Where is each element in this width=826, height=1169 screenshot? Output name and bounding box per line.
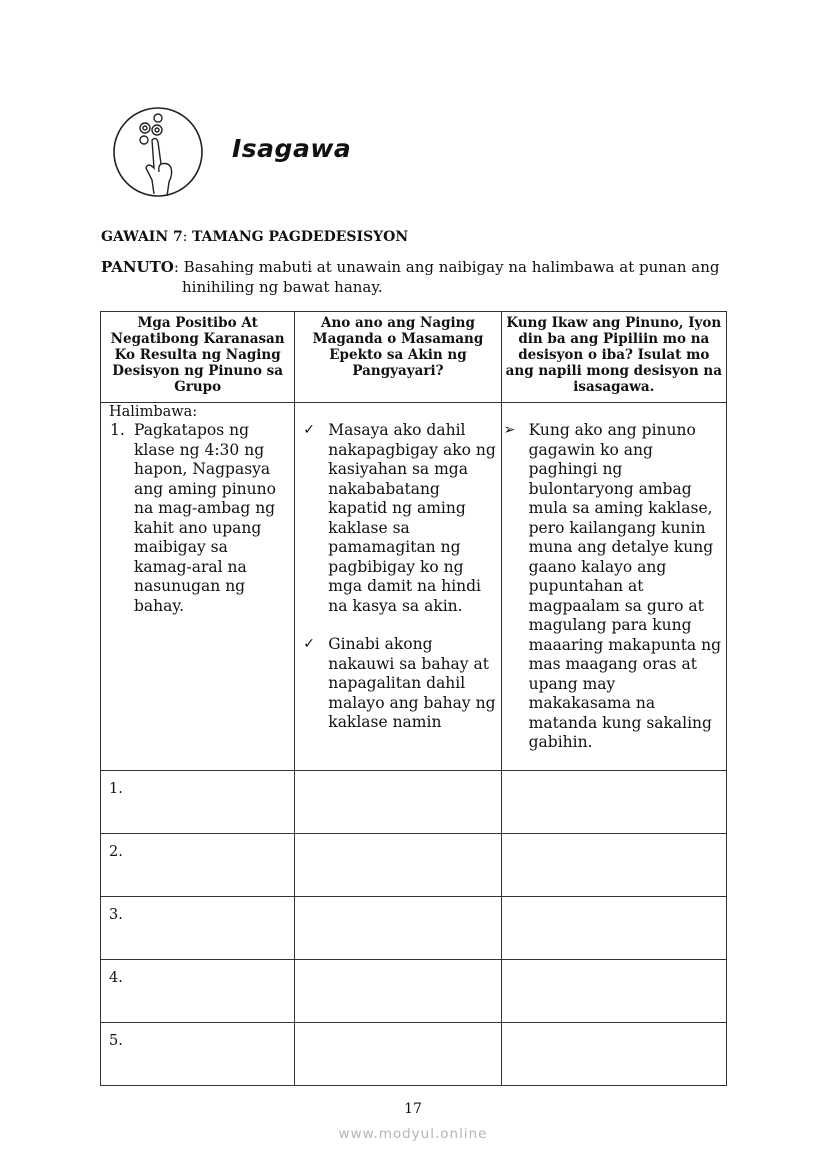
effect-text-1: Masaya ako dahil nakapagbigay ako ng kasiyahan sa mga nakababatang kapatid ng aming kaklase sa pamamagitan ng pagbibigay ko ng mga damit na hindi na kasya sa akin. xyxy=(328,421,496,615)
answer-cell[interactable] xyxy=(295,834,501,897)
row-number: 1. xyxy=(101,771,295,834)
header-effects: Ano ano ang Naging Maganda o Masamang Epekto sa Akin ng Pangyayari? xyxy=(295,312,501,403)
table-header-row xyxy=(101,312,727,403)
row-number: 5. xyxy=(101,1023,295,1086)
header-experiences: Mga Positibo At Negatibong Karanasan Ko Resulta ng Naging Desisyon ng Pinuno sa Grupo xyxy=(101,312,295,403)
instructions-label: PANUTO xyxy=(101,258,174,276)
example-number: 1. xyxy=(110,421,125,439)
answer-cell[interactable] xyxy=(295,1023,501,1086)
answer-cell[interactable] xyxy=(501,960,726,1023)
table-row xyxy=(101,960,727,1023)
activity-separator: : xyxy=(182,229,192,245)
activity-name: TAMANG PAGDEDESISYON xyxy=(191,229,409,245)
page-number: 17 xyxy=(404,1101,422,1117)
table-row xyxy=(101,1023,727,1086)
activity-label: GAWAIN 7 xyxy=(101,229,183,245)
example-label: Halimbawa: xyxy=(109,404,198,420)
effect-item xyxy=(295,403,500,616)
example-item xyxy=(101,421,294,616)
section-title: Isagawa xyxy=(232,134,352,163)
table-row xyxy=(101,771,727,834)
instructions xyxy=(101,257,729,297)
effect-text-2: Ginabi akong nakauwi sa bahay at napagalitan dahil malayo ang bahay ng kaklase namin xyxy=(328,635,496,731)
activity-heading xyxy=(101,229,408,245)
table-row xyxy=(101,897,727,960)
hand-touching-gears-icon xyxy=(112,106,204,198)
answer-cell[interactable] xyxy=(295,960,501,1023)
answer-cell[interactable] xyxy=(501,1023,726,1086)
header-decision: Kung Ikaw ang Pinuno, Iyon din ba ang Pipiliin mo na desisyon o iba? Isulat mo ang napili mong desisyon na isasagawa. xyxy=(501,312,726,403)
answer-cell[interactable] xyxy=(501,771,726,834)
answer-cell[interactable] xyxy=(501,897,726,960)
decision-item xyxy=(502,403,726,753)
check-icon: ✓ xyxy=(303,636,316,652)
row-number: 4. xyxy=(101,960,295,1023)
instructions-line2: hinihiling ng bawat hanay. xyxy=(182,278,383,296)
instructions-line1: : Basahing mabuti at unawain ang naibigay na halimbawa at punan ang xyxy=(173,258,720,276)
example-decision-cell xyxy=(501,403,726,771)
answer-cell[interactable] xyxy=(295,897,501,960)
answer-cell[interactable] xyxy=(295,771,501,834)
decision-text: Kung ako ang pinuno gagawin ko ang paghingi ng bulontaryong ambag mula sa aming kaklase, pero kailangang kunin muna ang detalye kung gaano kalayo ang pupuntahan at magpaalam sa guro at magulang para kung maaaring makapunta ng mas maagang oras at upang may makakasama na matanda kung sakaling gabihin. xyxy=(528,421,722,751)
example-row xyxy=(101,403,727,771)
example-experience-cell xyxy=(101,403,295,771)
check-icon: ✓ xyxy=(303,422,316,438)
table-row xyxy=(101,834,727,897)
decision-table xyxy=(100,311,727,1086)
arrow-bullet-icon: ➢ xyxy=(503,422,516,438)
row-number: 3. xyxy=(101,897,295,960)
effect-item xyxy=(295,616,500,733)
example-experience-text: Pagkatapos ng klase ng 4:30 ng hapon, Nagpasya ang aming pinuno na mag-ambag ng kahit ano upang maibigay sa kamag-aral na nasunugan ng bahay. xyxy=(134,421,276,615)
example-effects-cell xyxy=(295,403,501,771)
answer-cell[interactable] xyxy=(501,834,726,897)
watermark: www.modyul.online xyxy=(338,1126,488,1142)
row-number: 2. xyxy=(101,834,295,897)
